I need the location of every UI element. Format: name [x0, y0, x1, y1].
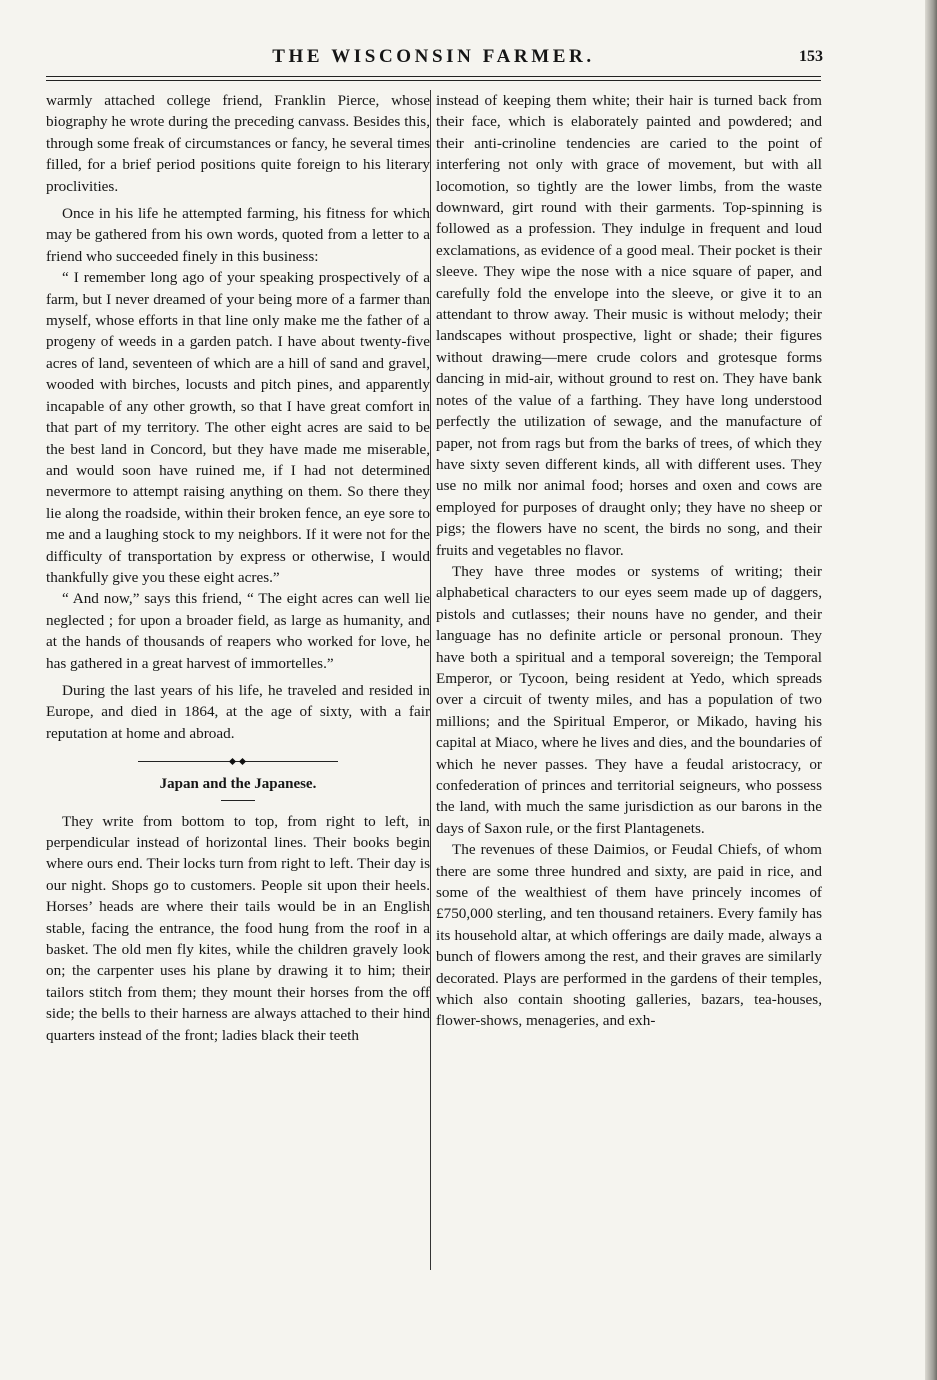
section-ornament [138, 758, 338, 766]
header-rule [46, 80, 821, 81]
paragraph: The revenues of these Daimios, or Feudal Chiefs, of whom there are some three hundred and sixty, are paid in rice, and some of the wealthiest of them have princely incomes of £750,000 sterling, and ten thousand retainers. Every family has its household altar, at which offerings are daily made, always a bunch of flowers among the rest, and their graves are similarly decorated. Plays are performed in the gardens of their temples, which also contain shooting galleries, bazars, tea-houses, flower-shows, menageries, and exh- [436, 841, 822, 1030]
column-divider [430, 90, 431, 1270]
header-rule [46, 76, 821, 77]
paragraph: During the last years of his life, he traveled and resided in Europe, and died in 1864, at the age of sixty, with a fair reputation at home and abroad. [46, 681, 430, 742]
page-number: 153 [799, 48, 823, 65]
paragraph: instead of keeping them white; their hair is turned back from their face, which is elaborately painted and powdered; and their anti-crinoline tendencies are caried to the point of interfering not only with grace of movement, but with all locomotion, so tightly are the lower limbs, from the waste downward, girt round with their garments. Top-spinning is followed as a profession. They indulge in frequent and loud exclamations, as evidence of a good meal. Their pocket is their sleeve. They wipe the nose with a nice square of paper, and carefully fold the envelope into the sleeve, or give it to an attendant to throw away. Their music is without melody; their landscapes without prospective, light or shade; their figures without drawing—mere crude colors and grotesque forms dancing in mid-air, without ground to rest on. They have bank notes of the value of a farthing. They have long understood perfectly the utilization of sewage, and the manufacture of paper, not from rags but from the barks of trees, of which they have sixty seven different kinds, all with different uses. They use no milk nor animal food; horses and oxen and cows are employed for purposes of draught only; they have no sheep or pigs; the flowers have no scent, the birds no song, and their fruits and vegetables no flavor. [436, 92, 822, 559]
quoted-letter: “ I remember long ago of your speaking prospectively of a farm, but I never dreamed of your being more of a farmer than myself, whose efforts in that line only make me the father of a progeny of weeds in a garden patch. I have about twenty-five acres of land, seventeen of which are a hill of sand and gravel, wooded with birches, locusts and pitch pines, and apparently incapable of any other growth, so that I have great comfort in that part of my territory. The other eight acres are said to be the best land in Concord, but they have made me miserable, and would soon have ruined me, if I had not determined nevermore to attempt raising anything on them. So there they lie along the roadside, within their broken fence, an eye sore to me and a laughing stock to my neighbors. If it were not for the difficulty of transportation by express or otherwise, I would thankfully give you these eight acres.” [46, 269, 430, 586]
paragraph: “ And now,” says this friend, “ The eight acres can well lie neglected ; for upon a broader field, as large as humanity, and at the hands of thousands of reapers who worked for love, he has gathered in a great harvest of immortelles.” [46, 590, 430, 672]
paragraph: They have three modes or systems of writing; their alphabetical characters to our eyes seem made up of daggers, pistols and cutlasses; their nouns have no gender, and their language has no definite article or personal pronoun. They have both a spiritual and a temporal sovereign; the Temporal Emperor, or Tycoon, being resident at Yedo, which spreads over a circuit of twenty miles, and has a population of two millions; and the Spiritual Emperor, or Mikado, having his capital at Miaco, where he lives and dies, and the boundaries of which he never passes. They have a feudal aristocracy, or confederation of princes and territorial seigneurs, who possess the land, with much the same jurisdiction as our barons in the days of Saxon rule, or the first Plantagenets. [436, 562, 822, 837]
right-column [436, 90, 822, 1032]
title-rule [221, 800, 255, 801]
paragraph: Once in his life he attempted farming, his fitness for which may be gathered from his own words, quoted from a letter to a friend who succeeded finely in this business: [46, 205, 430, 265]
article-title: Japan and the Japanese. [159, 776, 317, 793]
page-edge [925, 0, 937, 1380]
left-column [46, 90, 430, 1046]
paragraph: warmly attached college friend, Franklin Pierce, whose biography he wrote during the preceding canvass. Besides this, through some freak of circumstances or fancy, he several times filled, for a brief period positions quite foreign to his literary proclivities. [46, 92, 430, 195]
masthead-title: THE WISCONSIN FARMER. [272, 46, 595, 67]
article-paragraph: They write from bottom to top, from right to left, in perpendicular instead of horizontal lines. Their books begin where ours end. Their locks turn from right to left. Their day is our night. Shops go to customers. People sit upon their heels. Horses’ heads are where their tails would be in an English stable, facing the entrance, the food hung from the roof in a basket. The old men fly kites, while the children gravely look on; the carpenter uses his plane by drawing it to him; their tailors stitch from them; they mount their horses from the off side; the bells to their harness are always attached to their hind quarters instead of the front; ladies black their teeth [46, 812, 430, 1044]
page-header [46, 44, 821, 76]
